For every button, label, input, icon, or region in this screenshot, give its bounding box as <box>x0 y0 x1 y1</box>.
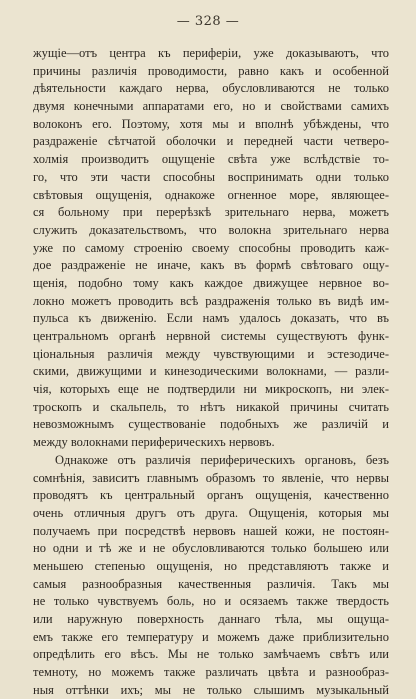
text-line: ныя оттѣнки ихъ; мы не только слышимъ музыкальный <box>33 682 389 697</box>
text-line: жущіе—отъ центра къ периферіи, уже доказываютъ, что <box>33 46 389 60</box>
text-line: раздраженіе сѣтчатой оболочки и передней части четверо- <box>33 134 389 149</box>
text-line: ся больному при перерѣзкѣ зрительнаго нерва, можетъ <box>33 205 389 220</box>
text-line: опредѣлить его вѣсъ. Мы не только замѣчаемъ свѣтъ или <box>33 647 389 662</box>
text-line: или наружную поверхность даннаго тѣла, мы ощуща- <box>33 612 389 626</box>
text-line: чія, которыхъ еще не подтвердили ни микроскопъ, ни элек- <box>33 382 389 397</box>
text-line: очень отличныя другъ отъ друга. Ощущенія, которыя мы <box>33 505 389 520</box>
text-line: темноту, но можемъ также различать цвѣта и разнообраз- <box>33 665 389 680</box>
body-text <box>33 45 389 699</box>
text-line: меньшею степенью ощущенія, но представляютъ также и <box>33 558 389 573</box>
text-line: двумя конечными аппаратами его, но и свойствами самихъ <box>33 99 389 114</box>
text-line: го, что эти части способны воспринимать одни только <box>33 169 389 184</box>
text-line: скими, движущими и кинезодическими волокнами, — разли- <box>33 364 389 379</box>
text-line: самыя разнообразныя качественныя различія. Такъ мы <box>33 576 389 591</box>
text-line: причины различія проводимости, равно какъ и особенной <box>33 63 389 78</box>
text-line: ціональныя различія между чувствующими и эстезодиче- <box>33 346 389 361</box>
text-line: Однакоже отъ различія периферическихъ органовъ, безъ <box>55 452 389 467</box>
text-line: щенія, подобно тому какъ каждое движущее нервное во- <box>33 275 389 290</box>
text-line: но одни и тѣ же и не обусловливаются только большею или <box>33 541 389 556</box>
text-line: троскопъ и скальпель, то нѣтъ никакой причины считать <box>33 399 389 414</box>
text-line: волоконъ его. Поэтому, хотя мы и вполнѣ убѣждены, что <box>33 116 389 131</box>
text-line: локно можетъ проводить всѣ раздраженія только въ видѣ им- <box>33 293 389 308</box>
text-line: пульса къ движенію. Если намъ удалось доказать, что въ <box>33 311 389 326</box>
text-line: дое раздраженіе не иначе, какъ въ формѣ свѣтоваго ощу- <box>33 258 389 273</box>
text-line: центральномъ органѣ нервной системы существуютъ функ- <box>33 329 389 343</box>
page-number: — 328 — <box>176 14 240 29</box>
text-line: не только чувствуемъ боль, но и осязаемъ также твердость <box>33 594 389 609</box>
paragraph <box>33 45 389 452</box>
text-line: свѣтовыя ощущенія, однакоже огненное море, являющее- <box>33 187 389 202</box>
text-line: сомнѣнія, зависитъ главнымъ образомъ то явленіе, что нервы <box>33 470 389 485</box>
text-line: уже по самому строенію своему способны проводить каж- <box>33 240 389 255</box>
text-line: холмія производитъ ощущеніе свѣта уже вслѣдствіе то- <box>33 152 389 167</box>
text-line: проводятъ къ центральный органъ ощущенія, качественно <box>33 488 389 503</box>
text-line: емъ также его температуру и можемъ даже приблизительно <box>33 629 389 644</box>
text-line: невозможнымъ существованіе подобныхъ же различій и <box>33 417 389 432</box>
paragraph <box>33 452 389 699</box>
text-line: служить доказательствомъ, что волокна зрительнаго нерва <box>33 222 389 237</box>
text-line: между волокнами периферическихъ нервовъ. <box>33 435 275 450</box>
text-line: дѣятельности каждаго нерва, обусловливаются не только <box>33 81 389 96</box>
text-line: получаемъ при посредствѣ нервовъ нашей кожи, не постоян- <box>33 523 389 538</box>
